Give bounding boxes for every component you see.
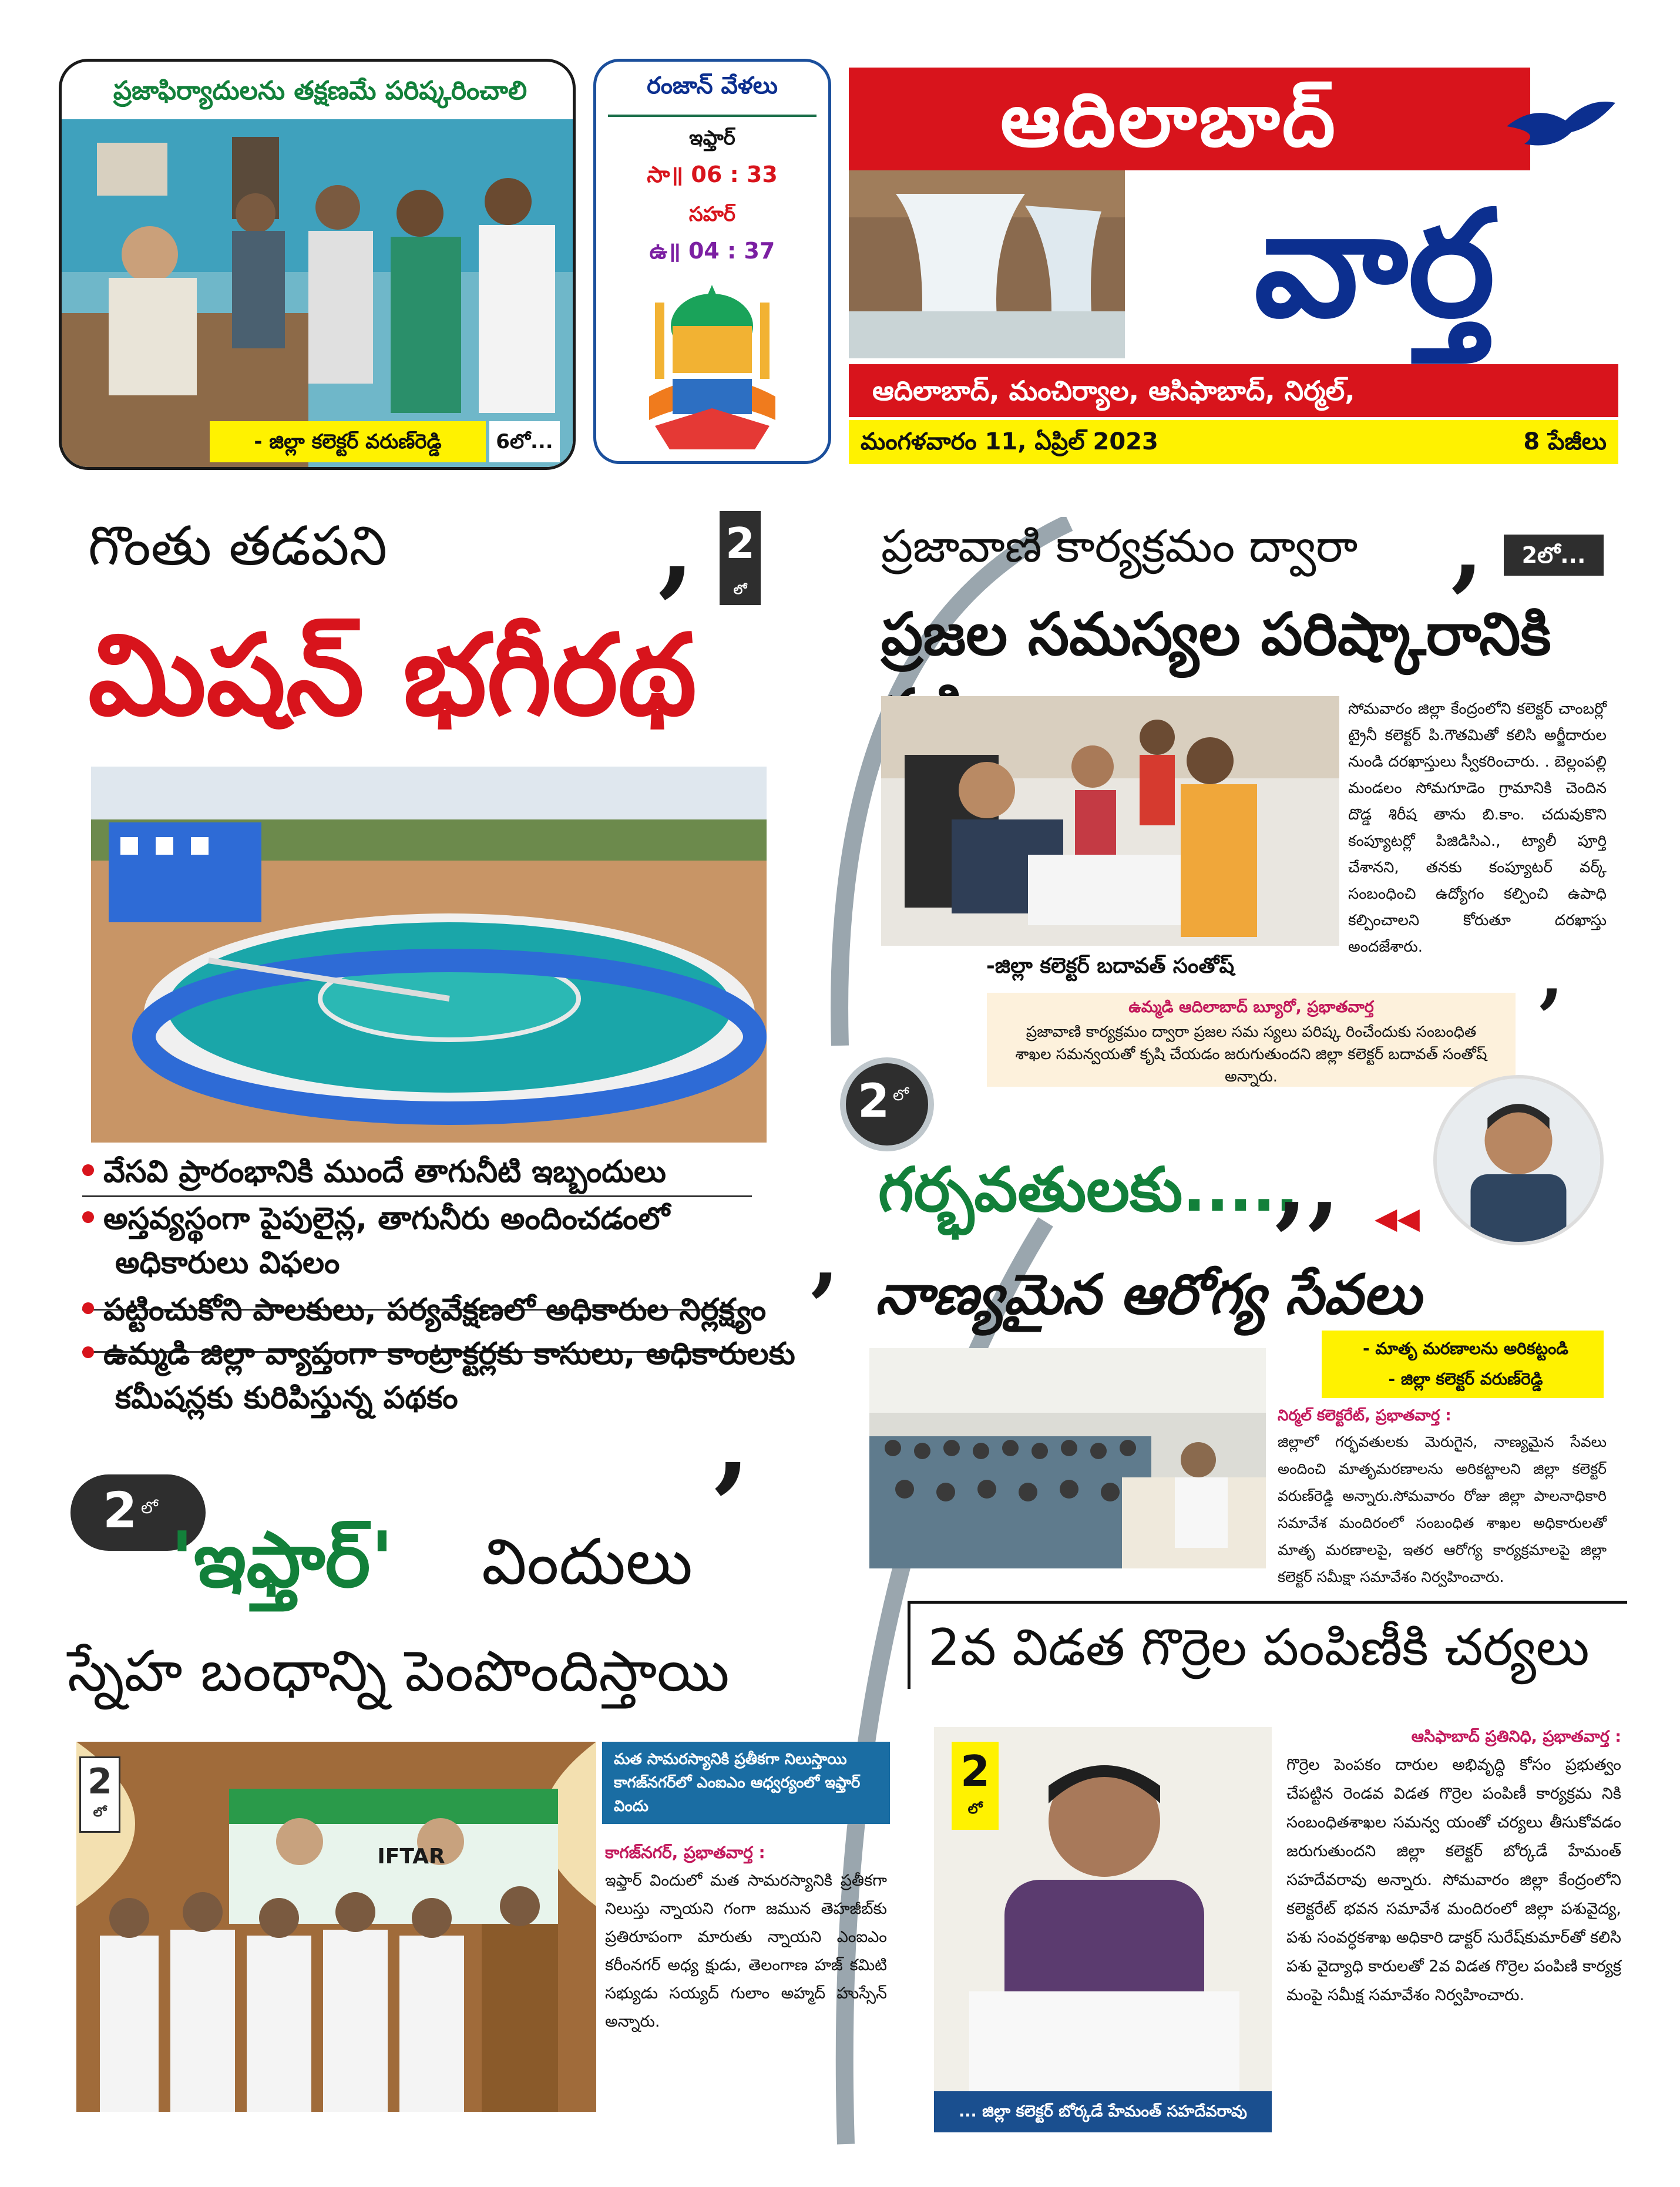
- iftar-headline-green: 'ఇఫ్తార్': [170, 1515, 394, 1604]
- top-left-story-box: [59, 59, 576, 470]
- mission-bullet-2b: [115, 1245, 340, 1288]
- mosque-quran-illustration: [637, 279, 787, 455]
- iftar-label: ఇఫ్తార్: [689, 126, 735, 150]
- mission-page-ref-num: 2: [720, 511, 761, 576]
- pregnant-quote-icon: ,,: [1275, 1128, 1340, 1239]
- sheep-headline: 2వ విడత గొర్రెల పంపిణీకి చర్యలు: [928, 1618, 1590, 1677]
- waterfall-photo: [849, 170, 1125, 358]
- water-treatment-plant-photo: [91, 767, 767, 1143]
- masthead-title-line2: వార్త: [1254, 179, 1496, 350]
- mission-bullet-2-text: అస్తవ్యస్థంగా పైపులైన్ల, తాగునీరు అందించడంలో: [103, 1201, 670, 1237]
- masthead: [849, 68, 1624, 464]
- iftar-dateline: కాగజ్‌నగర్, ప్రభాతవార్త :: [605, 1843, 765, 1862]
- top-left-headline: ప్రజాఫిర్యాదులను తక్షణమే పరిష్కరించాలి: [113, 76, 527, 106]
- collector-office-photo: [62, 119, 573, 470]
- iftar-photo-page-ref: [79, 1756, 120, 1833]
- top-left-caption: - జిల్లా కలెక్టర్ వరుణ్‌రెడ్డి: [210, 421, 486, 462]
- masthead-date: మంగళవారం 11, ఏప్రిల్ 2023: [861, 428, 1158, 455]
- mission-close-comma-icon: ,: [714, 1380, 751, 1504]
- pregnant-headline: నాణ్యమైన ఆరోగ్య సేవలు: [875, 1263, 1422, 1327]
- prajavani-collector-photo: [881, 696, 1339, 946]
- iftar-subhead: స్నేహ బంధాన్ని పెంపొందిస్తాయి: [68, 1638, 730, 1704]
- collector-portrait-circle: [1433, 1075, 1604, 1245]
- pregnant-subhead-1: - మాతృ మరణాలను అరికట్టండి: [1362, 1339, 1569, 1358]
- mission-bullet-4-text: ఉమ్మడి జిల్లా వ్యాప్తంగా కాంట్రాక్టర్లకు కాసులు, అధికారులకు: [103, 1336, 795, 1372]
- iftar-blue-box-text: మత సామరస్యానికి ప్రతీకగా నిలుస్తాయి కాగజ్‌నగర్‌లో ఎంఐఎం ఆధ్వర్యంలో ఇఫ్తార్ విందు: [614, 1751, 861, 1815]
- iftar-body: ఇఫ్తార్ విందులో మత సామరస్యానికి ప్రతీకగా నిలుస్తు న్నాయని గంగా జమున తెహజీబ్‌కు ప్రతిరూపంగా మారుతు న్నాయని ఎంఐఎం కరీంనగర్ అధ్య క్షుడు, తెలంగాణ హజ్ కమిటి సభ్యుడు సయ్యద్ గులాం అహ్మద్ హుస్సేన్ అన్నారు.: [605, 1872, 887, 2031]
- pregnant-subhead-2: - జిల్లా కలెక్టర్ వరుణ్‌రెడ్డి: [1388, 1369, 1543, 1389]
- iftar-time: సా॥ 06 : 33: [647, 162, 778, 187]
- bullet-dot-icon: [82, 1346, 94, 1358]
- mission-page-ref-badge: [720, 511, 761, 605]
- sheep-page-ref-suffix: లో: [967, 1800, 983, 1817]
- dove-logo-icon: [1501, 91, 1618, 162]
- pregnant-page-ref-num: 2: [858, 1075, 890, 1128]
- pregnant-body: జిల్లాలో గర్భవతులకు మెరుగైన, నాణ్యమైన సేవలు అందించి మాతృమరణాలను అరికట్టాలని జిల్లా కలెక్టర్ వరుణ్‌రెడ్డి అన్నారు.సోమవారం రోజు జిల్లా పాలనాధికారి సమావేశ మందిరంలో సంబంధిత శాఖల అధికారులతో మాతృ మరణాలపై, ఇతర ఆరోగ్య కార్యక్రమాలపై జిల్లా కలెక్టర్ సమీక్షా సమావేశం నిర్వహించారు.: [1278, 1433, 1607, 1585]
- iftar-event-photo: [76, 1742, 596, 2112]
- top-left-page-ref: 6లో...: [489, 421, 560, 462]
- prajavani-kicker: ప్రజావాణి కార్యక్రమం ద్వారా: [881, 520, 1358, 572]
- mission-page-ref-suffix: లో: [720, 576, 761, 605]
- mission-headline: మిషన్ భగీరథ: [88, 610, 697, 740]
- iftar-photo-page-ref-suffix: లో: [93, 1805, 107, 1820]
- bullet-dot-icon: [82, 1211, 94, 1223]
- bullet-dot-icon: [82, 1164, 94, 1176]
- masthead-title-line1: ఆదిలాబాద్: [1000, 76, 1338, 164]
- mission-comma-icon: ,: [658, 484, 695, 608]
- pregnant-kicker: గర్భవతులకు.....: [878, 1154, 1299, 1225]
- prajavani-lead: ప్రజావాణి కార్యక్రమం ద్వారా ప్రజల సమ స్యలు పరిష్క రించేందుకు సంబంధిత శాఖల సమన్వయతో కృషి చేయడం జరుగుతుందని జిల్లా కలెక్టర్ బదావత్ సంతోష్ అన్నారు.: [1015, 1023, 1487, 1086]
- mission-kicker: గొంతు తడపని: [88, 515, 388, 577]
- sheep-dateline: ఆసిఫాబాద్ ప్రతినిధి, ప్రభాతవార్త :: [1411, 1728, 1621, 1746]
- pregnant-page-ref-badge: [846, 1063, 928, 1145]
- sehri-time: ఉ॥ 04 : 37: [649, 238, 775, 264]
- prajavani-page-ref: 2లో...: [1504, 535, 1604, 576]
- review-meeting-photo: [869, 1348, 1266, 1568]
- mission-bullet-3: [82, 1292, 766, 1335]
- iftar-headline-rest: విందులు: [482, 1526, 693, 1599]
- pregnant-page-ref-suffix: లో: [893, 1087, 909, 1104]
- mission-bullet-1: [82, 1154, 666, 1197]
- pregnant-arrow-icon: ◀◀: [1375, 1201, 1420, 1235]
- prajavani-headline: ప్రజల సమస్యల పరిష్కారానికి: [881, 600, 1551, 668]
- sheep-page-ref-num: 2: [960, 1746, 990, 1796]
- mission-bullet-2b-text: అధికారులు విఫలం: [115, 1245, 340, 1281]
- iftar-photo-page-ref-num: 2: [88, 1761, 112, 1802]
- prajavani-dateline: ఉమ్మడి ఆదిలాబాద్ బ్యూరో, ప్రభాతవార్త: [1128, 998, 1374, 1016]
- prajavani-photo-caption: -జిల్లా కలెక్టర్ బదావత్ సంతోష్: [986, 954, 1235, 978]
- sheep-photo-caption: ... జిల్లా కలెక్టర్ బోర్కడే హేమంత్ సహదేవరావు: [934, 2091, 1272, 2132]
- pregnant-left-comma-icon: ,: [811, 1209, 839, 1305]
- bullet-dot-icon: [82, 1302, 94, 1314]
- mission-bullet-4b-text: కమీషన్లకు కురిపిస్తున్న పథకం: [115, 1380, 458, 1416]
- mission-bullet-4b: [115, 1380, 458, 1423]
- pregnant-dateline: నిర్మల్ కలెక్టరేట్, ప్రభాతవార్త :: [1278, 1407, 1451, 1425]
- mission-bullet-1-text: వేసవి ప్రారంభానికి ముందే తాగునీటి ఇబ్బందులు: [103, 1154, 666, 1190]
- mission-bullet-3-text: పట్టించుకోని పాలకులు, పర్యవేక్షణలో అధికారుల నిర్లక్ష్యం: [103, 1292, 767, 1328]
- iftar-page-ref-suffix: లో: [141, 1498, 158, 1517]
- masthead-pages: 8 పేజీలు: [1523, 428, 1607, 455]
- ramzan-divider-top: [608, 115, 817, 117]
- ramzan-timings-box: [593, 59, 831, 464]
- sehri-label: సహర్: [688, 203, 736, 226]
- ramzan-title: రంజాన్ వేళలు: [647, 72, 778, 99]
- mission-bullet-2: [82, 1201, 670, 1244]
- sheep-page-ref: [952, 1742, 999, 1830]
- prajavani-close-comma-icon: ,: [1539, 933, 1564, 1016]
- iftar-photo-banner: IFTAR: [377, 1845, 445, 1869]
- prajavani-body: సోమవారం జిల్లా కేంద్రంలోని కలెక్టర్ చాంబర్లో ట్రైనీ కలెక్టర్ పి.గౌతమితో కలిసి అర్జీదారుల నుండి దరఖాస్తులు స్వీకరించారు. . బెల్లంపల్లి మండలం సోమగూడెం గ్రామానికి చెందిన దొడ్డ శిరీష తాను బి.కాం. చదువుకొని కంప్యూటర్లో పిజిడిసిఎ., ట్యాలీ పూర్తి చేశానని, తనకు కంప్యూటర్ వర్క్ సంబంధించి ఉద్యోగం కల్పించి ఉపాధి కల్పించాలని కోరుతూ దరఖాస్తు అందజేశారు.: [1348, 700, 1607, 956]
- masthead-districts-band: ఆదిలాబాద్, మంచిర్యాల, ఆసిఫాబాద్, నిర్మల్,: [849, 364, 1618, 417]
- sheep-body: గొర్రెల పెంపకం దారుల అభివృద్ధి కోసం ప్రభుత్వం చేపట్టిన రెండవ విడత గొర్రెల పంపిణీ కార్యక్రమ నికి సంబంధితశాఖల సమన్వ యంతో చర్యలు తీసుకోవడం జరుగుతుందని జిల్లా కలెక్టర్ బోర్కడే హేమంత్ సహదేవరావు అన్నారు. సోమవారం జిల్లా కేంద్రంలోని కలెక్టరేట్ భవన సమావేశ మందిరంలో జిల్లా పశువైద్య, పశు సంవర్ధకశాఖ అధికారి డాక్టర్ సురేష్‌కుమార్‌తో కలిసి పశు వైద్యాధి కారులతో 2వ విడత గొర్రెల పంపిణి కార్యక్ర మంపై సమీక్ష సమావేశం నిర్వహించారు.: [1286, 1756, 1621, 2004]
- prajavani-comma-icon: ,: [1451, 491, 1484, 602]
- iftar-page-ref-num: 2: [103, 1481, 137, 1539]
- mission-bullet-4: [82, 1336, 795, 1379]
